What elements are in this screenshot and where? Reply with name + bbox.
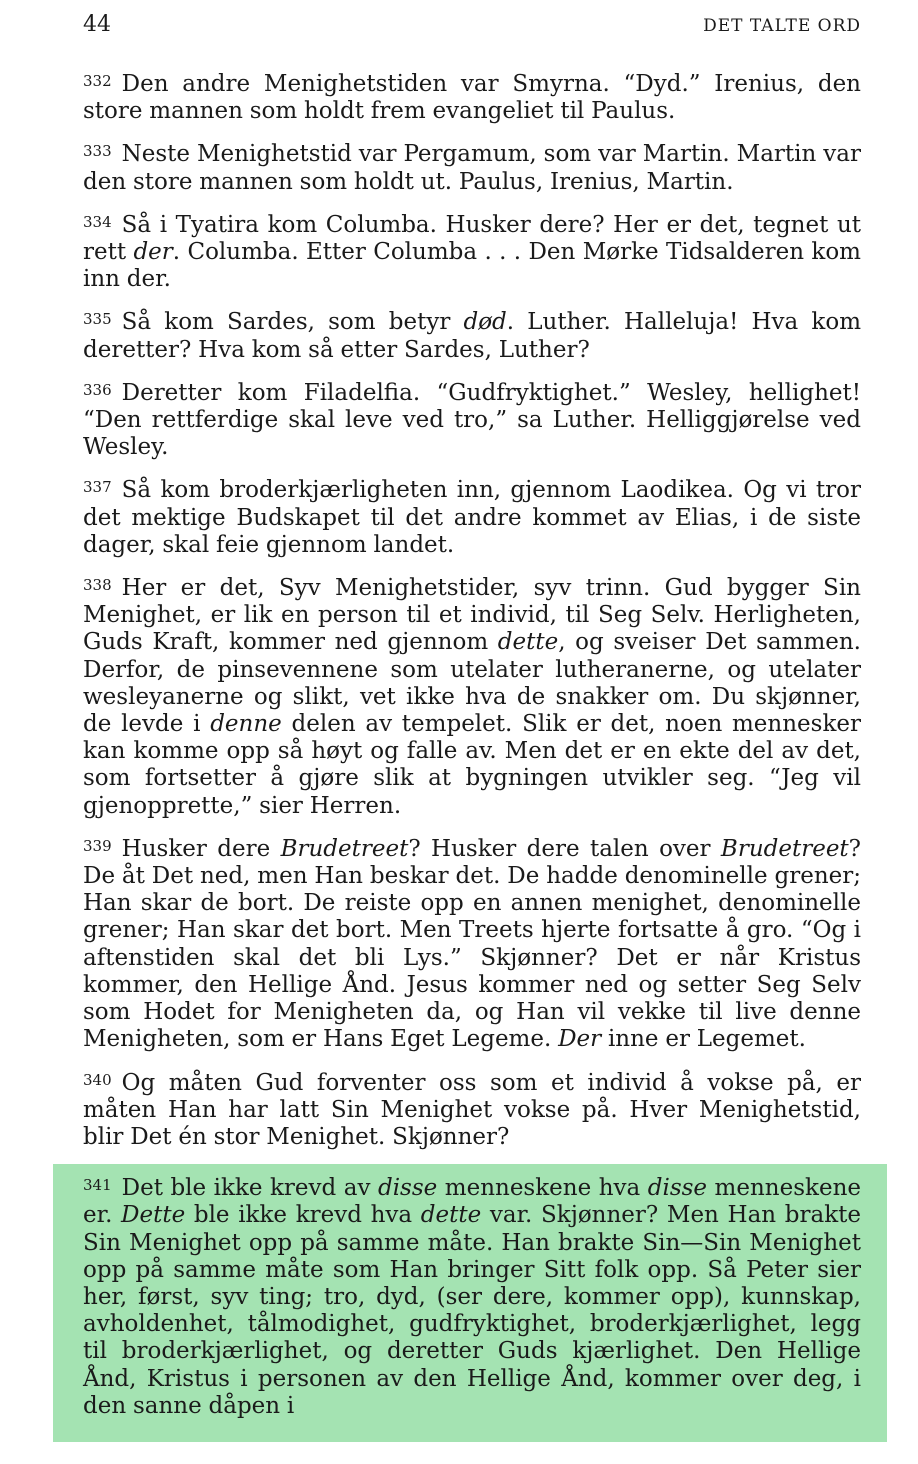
paragraph: [83, 377, 861, 462]
paragraph-text: delen av tempelet. Slik er det, noen mennesker kan komme opp så høyt og falle av. Men det er en ekte del av det, som fortsetter å gjøre slik at bygningen utvikler seg. “Jeg vil gjenopprette,” sier Herren.: [83, 711, 861, 819]
paragraph-number: 341: [83, 1176, 112, 1195]
paragraph-text: , og sveiser Det sammen. Derfor, de pinsevennene som utelater lutheranerne, og utelater wesleyanerne og slikt, vet ikke hva de snakker om. Du skjønner, de levde i: [83, 629, 861, 738]
paragraph: [83, 833, 861, 1054]
italic-text: Brudetreet: [720, 835, 849, 862]
italic-text: disse: [377, 1175, 438, 1202]
italic-text: denne: [210, 711, 282, 738]
paragraph-text: ble ikke krevd hva: [185, 1202, 421, 1229]
paragraph-number: 335: [83, 310, 112, 329]
paragraph-number: 332: [83, 72, 112, 90]
italic-text: dette: [420, 1202, 482, 1229]
paragraph-text: ? De åt Det ned, men Han beskar det. De hadde denominelle grener; Han skar de bort. De reiste opp en annen menighet, denominelle grener; Han skar det bort. Men Treets hjerte fortsatte å gro. “Og i aftenstiden skal det bli Lys.” Skjønner? Det er når Kristus kommer, den Hellige Ånd. Jesus kommer ned og setter Seg Selv som Hodet for Menigheten da, og Han vil vekke til live denne Menigheten, som er Hans Eget Legeme.: [83, 835, 862, 1053]
paragraph-text: Husker dere: [121, 835, 281, 862]
paragraph: [83, 1067, 861, 1152]
paragraph: [83, 306, 861, 363]
paragraph-text: menneskene er.: [83, 1175, 861, 1229]
italic-text: Dette: [121, 1202, 186, 1229]
paragraph: [83, 209, 861, 294]
paragraph-number: 337: [83, 478, 112, 497]
paragraph-number: 338: [83, 576, 112, 595]
paragraph-number: 339: [83, 836, 112, 855]
paragraph: [83, 572, 861, 820]
italic-text: dette: [497, 629, 559, 656]
body-text: [83, 68, 861, 1455]
paragraph-text: var. Skjønner? Men Han brakte Sin Menighet opp på samme måte. Han brakte Sin—Sin Menighet opp på samme måte som Han bringer Sitt folk opp. Så Peter sier her, først, syv ting; tro, dyd, (ser dere, kommer opp), kunnskap, avholdenhet, tålmodighet, gudfryktighet, broderkjærlighet, legg til broderkjærlighet, og deretter Guds kjærlighet. Den Hellige Ånd, Kristus i personen av den Hellige Ånd, kommer over deg, i den sanne dåpen i: [83, 1202, 861, 1419]
paragraph: [83, 474, 861, 559]
italic-text: Brudetreet: [280, 835, 409, 862]
paragraph-text: Og måten Gud forventer oss som et individ å vokse på, er måten Han har latt Sin Menighet vokse på. Hver Menighetstid, blir Det én stor Menighet. Skjønner?: [83, 1069, 861, 1150]
paragraph-text: inne er Legemet.: [601, 1026, 806, 1053]
page-number: 44: [83, 12, 111, 37]
paragraph-text: Neste Menighetstid var Pergamum, som var Martin. Martin var den store mannen som holdt ut. Paulus, Irenius, Martin.: [83, 141, 861, 195]
paragraph-number: 336: [83, 380, 112, 399]
paragraph-text: menneskene hva: [437, 1175, 648, 1202]
page-header: [83, 12, 861, 37]
paragraph-text: Så i Tyatira kom Columba. Husker dere? Her er det, tegnet ut rett: [83, 211, 861, 266]
italic-text: disse: [647, 1175, 708, 1202]
highlighted-paragraph: [53, 1164, 887, 1442]
paragraph-number: 333: [83, 142, 112, 161]
paragraph-number: 340: [83, 1070, 112, 1089]
paragraph-text: . Luther. Halleluja! Hva kom deretter? Hva kom så etter Sardes, Luther?: [83, 309, 861, 363]
paragraph-text: Så kom broderkjærligheten inn, gjennom Laodikea. Og vi tror det mektige Budskapet til det andre kommet av Elias, i de siste dager, skal feie gjennom landet.: [83, 477, 861, 558]
paragraph-text: . Columba. Etter Columba . . . Den Mørke Tidsalderen kom inn der.: [83, 239, 861, 293]
paragraph: [83, 138, 861, 195]
italic-text: Der: [558, 1026, 602, 1053]
paragraph-text: Den andre Menighetstiden var Smyrna. “Dyd.” Irenius, den store mannen som holdt frem evangeliet til Paulus.: [83, 71, 861, 125]
paragraph-number: 334: [83, 212, 112, 231]
paragraph: [83, 68, 861, 125]
paragraph-text: Så kom Sardes, som betyr: [121, 309, 464, 336]
italic-text: død: [463, 309, 507, 336]
paragraph-text: ? Husker dere talen over: [408, 835, 721, 862]
paragraph-text: Det ble ikke krevd av: [121, 1175, 378, 1202]
paragraph-text: Deretter kom Filadelfia. “Gudfryktighet.” Wesley, hellighet! “Den rettferdige skal leve ved tro,” sa Luther. Helliggjørelse ved Wesley.: [83, 379, 861, 461]
italic-text: der: [133, 239, 173, 266]
paragraph-text: Her er det, Syv Menighetstider, syv trinn. Gud bygger Sin Menighet, er lik en person til et individ, til Seg Selv. Herligheten, Guds Kraft, kommer ned gjennom: [83, 575, 861, 656]
running-title: DET TALTE ORD: [703, 16, 861, 36]
